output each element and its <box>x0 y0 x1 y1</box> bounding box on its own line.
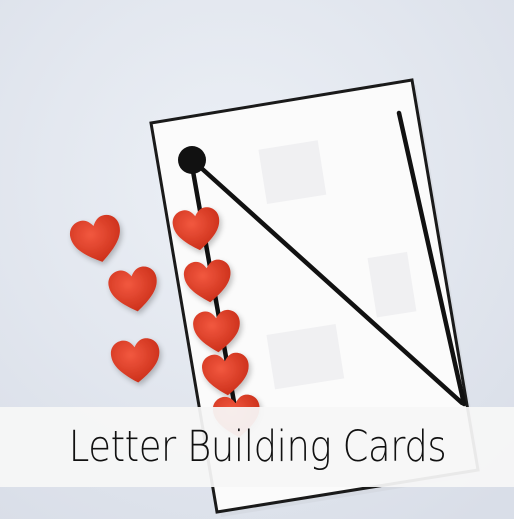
start-dot <box>178 146 206 174</box>
caption-band <box>0 407 514 487</box>
caption-title: Letter Building Cards <box>68 422 446 472</box>
